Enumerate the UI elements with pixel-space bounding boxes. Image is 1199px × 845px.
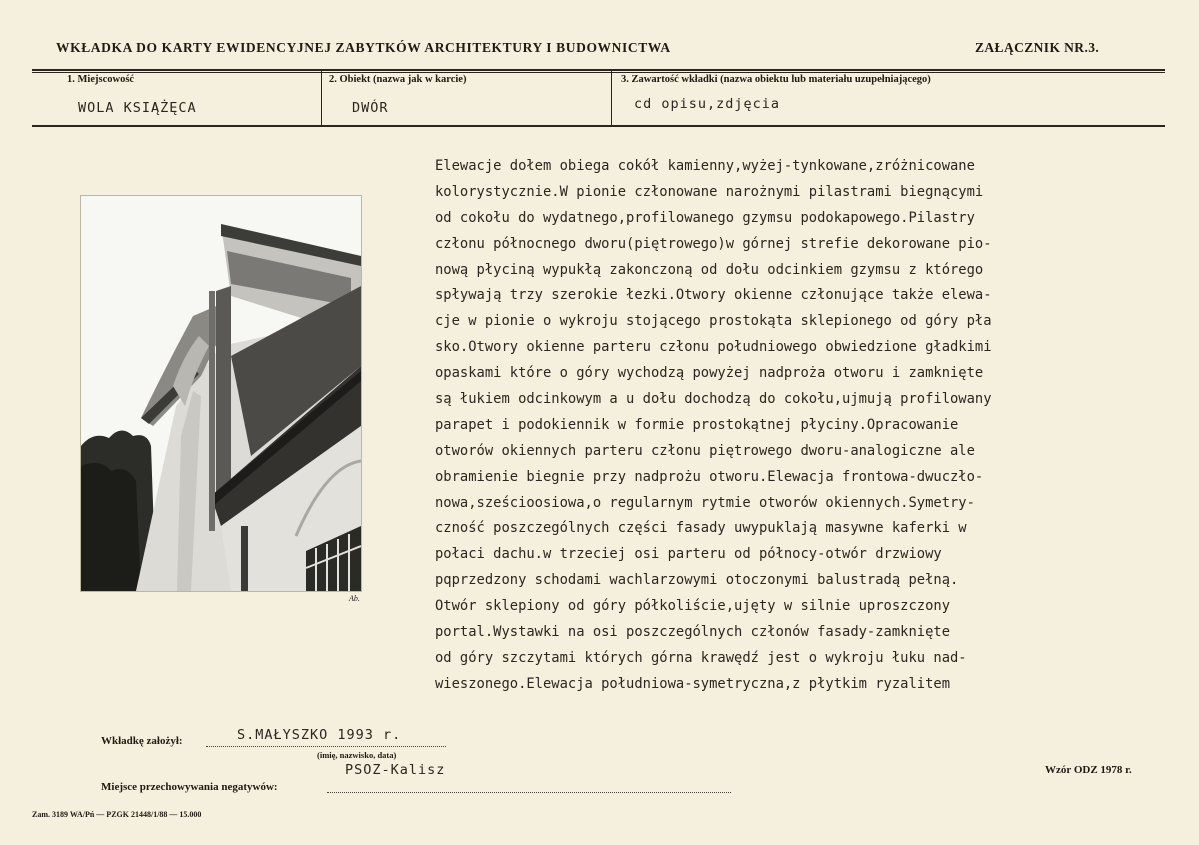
text-line: od cokołu do wydatnego,profilowanego gzymsu podokapowego.Pilastry xyxy=(435,209,975,226)
text-line: portal.Wystawki na osi poszczególnych członów fasady-zamknięte xyxy=(435,624,950,641)
text-line: kolorystycznie.W pionie członowane narożnymi pilastrami biegnącymi xyxy=(435,183,984,200)
text-line: są łukiem odcinkowym a u dołu dochodzą do cokołu,ujmują profilowany xyxy=(435,391,992,408)
founder-label: Wkładkę założył: xyxy=(101,735,183,747)
attachment-number: ZAŁĄCZNIK NR.3. xyxy=(975,40,1100,55)
text-line: połaci dachu.w trzeciej osi parteru od północy-otwór drzwiowy xyxy=(435,546,942,563)
field-value-object: DWÓR xyxy=(352,100,389,116)
text-line: parapet i podokiennik w formie prostokątnej płyciny.Opracowanie xyxy=(435,416,959,433)
text-line: od góry szczytami których górna krawędź jest o wykroju łuku nad- xyxy=(435,649,967,666)
print-order-note: Zam. 3189 WA/Pń — PZGK 21448/1/88 — 15.000 xyxy=(32,810,202,819)
text-line: pqprzedzony schodami wachlarzowymi otoczonymi balustradą pełną. xyxy=(435,572,959,589)
founder-note: (imię, nazwisko, data) xyxy=(317,750,397,760)
founder-dotted-line xyxy=(206,746,446,747)
field-value-contents: cd opisu,zdjęcia xyxy=(634,96,781,112)
field-label-locality: 1. Miejscowość xyxy=(67,74,135,85)
text-line: wieszonego.Elewacja południowa-symetryczna,z płytkim ryzalitem xyxy=(435,675,950,692)
text-line: otworów okiennych parteru członu piętrowego dworu-analogiczne ale xyxy=(435,442,975,459)
top-rule-thin xyxy=(32,72,1165,73)
pattern-note: Wzór ODZ 1978 r. xyxy=(1045,764,1132,776)
text-line: nową płyciną wypukłą zakonczoną od dołu odcinkiem gzymsu z którego xyxy=(435,261,984,278)
text-line: nowa,sześcioosiowa,o regularnym rytmie otworów okiennych.Symetry- xyxy=(435,494,975,511)
field-separator-1 xyxy=(321,71,322,126)
photo-initials: Ab. xyxy=(349,594,360,603)
storage-value: PSOZ-Kalisz xyxy=(345,762,446,778)
text-line: członu północnego dworu(piętrowego)w górnej strefie dekorowane pio- xyxy=(435,235,992,252)
founder-value: S.MAŁYSZKO 1993 r. xyxy=(237,727,402,743)
fields-bottom-rule xyxy=(32,125,1165,127)
description-text xyxy=(435,154,1165,698)
text-line: cje w pionie o wykroju stojącego prostokąta sklepionego od góry pła xyxy=(435,313,992,330)
storage-dotted-line xyxy=(327,792,731,793)
text-line: obramienie biegnie przy nadprożu otworu.Elewacja frontowa-dwuczło- xyxy=(435,468,984,485)
text-line: opaskami które o góry wychodzą powyżej nadproża otworu i zamknięte xyxy=(435,365,984,382)
building-photo xyxy=(80,195,362,592)
form-title: WKŁADKA DO KARTY EWIDENCYJNEJ ZABYTKÓW ARCHITEKTURY I BUDOWNICTWA xyxy=(56,40,671,55)
text-line: czność poszczególnych części fasady uwypuklają masywne kaferki w xyxy=(435,520,967,537)
text-line: spływają trzy szerokie łezki.Otwory okienne członujące także elewa- xyxy=(435,287,992,304)
storage-label: Miejsce przechowywania negatywów: xyxy=(101,781,278,793)
text-line: sko.Otwory okienne parteru członu południowego obwiedzione gładkimi xyxy=(435,339,992,356)
field-label-contents: 3. Zawartość wkładki (nazwa obiektu lub materiału uzupełniającego) xyxy=(621,74,931,85)
top-rule xyxy=(32,69,1165,71)
field-value-locality: WOLA KSIĄŻĘCA xyxy=(78,100,197,116)
text-line: Otwór sklepiony od góry półkoliście,ujęty w silnie uproszczony xyxy=(435,598,950,615)
field-separator-2 xyxy=(611,71,612,126)
text-line: Elewacje dołem obiega cokół kamienny,wyżej-tynkowane,zróżnicowane xyxy=(435,158,975,174)
field-label-object: 2. Obiekt (nazwa jak w karcie) xyxy=(329,74,467,85)
